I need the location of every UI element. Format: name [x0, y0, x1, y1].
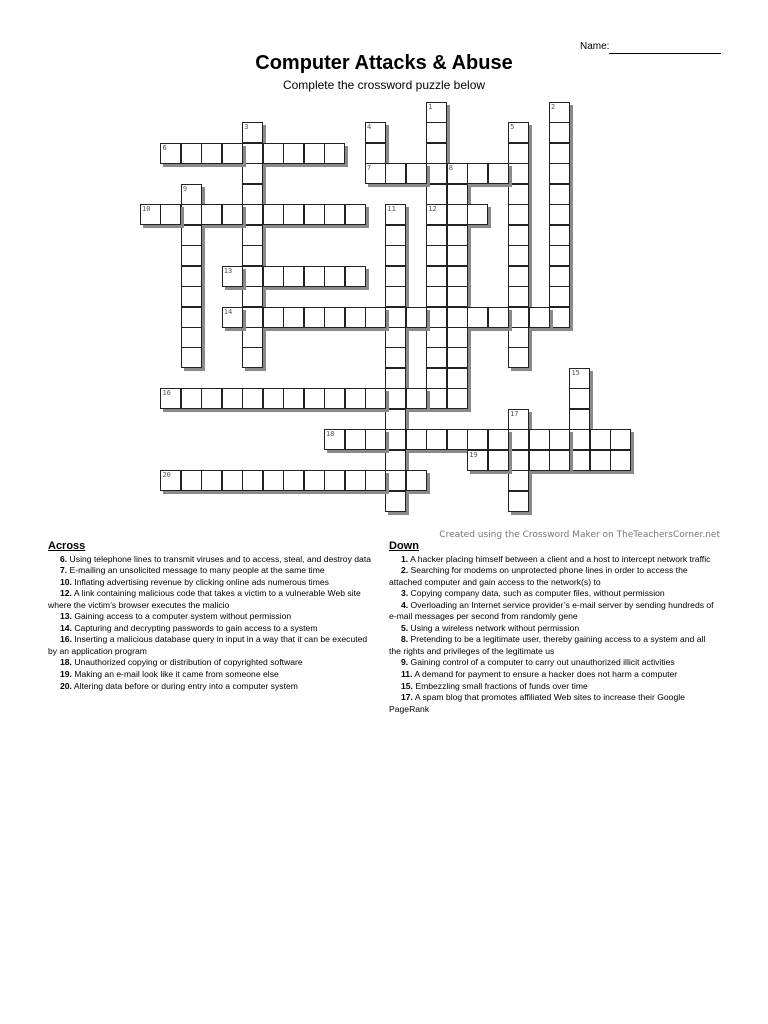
- crossword-cell[interactable]: [181, 184, 202, 205]
- crossword-cell[interactable]: [365, 307, 386, 328]
- crossword-cell[interactable]: [385, 470, 406, 491]
- crossword-cell[interactable]: [181, 143, 202, 164]
- page-subtitle: Complete the crossword puzzle below: [282, 78, 486, 92]
- crossword-cell[interactable]: [385, 204, 406, 225]
- crossword-cell[interactable]: [242, 347, 263, 368]
- crossword-cell[interactable]: [549, 429, 570, 450]
- crossword-cell[interactable]: [304, 307, 325, 328]
- crossword-cell[interactable]: [549, 143, 570, 164]
- crossword-cell[interactable]: [426, 388, 447, 409]
- crossword-cell[interactable]: [488, 163, 509, 184]
- crossword-cell[interactable]: [181, 245, 202, 266]
- crossword-cell[interactable]: [488, 450, 509, 471]
- crossword-cell[interactable]: [426, 245, 447, 266]
- crossword-cell[interactable]: [242, 470, 263, 491]
- crossword-cell[interactable]: [385, 327, 406, 348]
- crossword-cell[interactable]: [324, 204, 345, 225]
- crossword-cell[interactable]: [385, 409, 406, 430]
- crossword-cell[interactable]: [447, 204, 468, 225]
- crossword-cell[interactable]: [140, 204, 161, 225]
- crossword-cell[interactable]: [385, 347, 406, 368]
- clue-text: Embezzling small fractions of funds over time: [412, 680, 588, 691]
- crossword-cell[interactable]: [324, 143, 345, 164]
- cell-number: 5: [510, 123, 515, 132]
- crossword-cell[interactable]: [447, 163, 468, 184]
- crossword-cell[interactable]: [283, 204, 304, 225]
- crossword-cell[interactable]: [222, 470, 243, 491]
- crossword-cell[interactable]: [426, 327, 447, 348]
- down-clue: [389, 623, 719, 635]
- across-clue: [48, 634, 374, 657]
- crossword-cell[interactable]: [488, 429, 509, 450]
- crossword-cell[interactable]: [222, 307, 243, 328]
- crossword-cell[interactable]: [345, 307, 366, 328]
- crossword-cell[interactable]: [201, 143, 222, 164]
- crossword-cell[interactable]: [549, 450, 570, 471]
- clue-text: Altering data before or during entry into a computer system: [71, 680, 298, 691]
- crossword-cell[interactable]: [447, 286, 468, 307]
- clue-text: Inserting a malicious database query in input in a way that it can be executed by an application program: [48, 634, 368, 656]
- clue-number: 4.: [401, 599, 409, 610]
- clue-text: Pretending to be a legitimate user, thereby gaining access to a system and all the rights and privileges of the legitimate us: [389, 634, 706, 656]
- crossword-cell[interactable]: [569, 450, 590, 471]
- clue-text: A link containing malicious code that takes a victim to a vulnerable Web site where the victim’s browser executes the malicio: [48, 588, 361, 610]
- cell-number: 19: [469, 450, 478, 459]
- crossword-cell[interactable]: [181, 347, 202, 368]
- crossword-cell[interactable]: [406, 429, 427, 450]
- crossword-cell[interactable]: [283, 266, 304, 287]
- crossword-cell[interactable]: [242, 286, 263, 307]
- crossword-cell[interactable]: [508, 429, 529, 450]
- crossword-cell[interactable]: [406, 470, 427, 491]
- crossword-cell[interactable]: [181, 307, 202, 328]
- across-clue: [48, 623, 374, 635]
- crossword-cell[interactable]: [467, 204, 488, 225]
- crossword-cell[interactable]: [181, 327, 202, 348]
- crossword-cell[interactable]: [549, 102, 570, 123]
- crossword-cell[interactable]: [242, 204, 263, 225]
- crossword-cell[interactable]: [549, 225, 570, 246]
- clue-text: Capturing and decrypting passwords to gain access to a system: [71, 622, 318, 633]
- crossword-cell[interactable]: [304, 470, 325, 491]
- crossword-cell[interactable]: [345, 470, 366, 491]
- crossword-cell[interactable]: [201, 388, 222, 409]
- crossword-cell[interactable]: [181, 286, 202, 307]
- crossword-cell[interactable]: [283, 470, 304, 491]
- clue-number: 10.: [60, 576, 72, 587]
- cell-number: 15: [571, 368, 580, 377]
- cell-number: 11: [387, 205, 396, 214]
- crossword-cell[interactable]: [263, 204, 284, 225]
- down-clue: [389, 588, 719, 600]
- crossword-cell[interactable]: [508, 245, 529, 266]
- crossword-cell[interactable]: [242, 225, 263, 246]
- crossword-cell[interactable]: [549, 122, 570, 143]
- clue-number: 7.: [60, 565, 68, 576]
- crossword-cell[interactable]: [406, 163, 427, 184]
- crossword-cell[interactable]: [406, 307, 427, 328]
- crossword-cell[interactable]: [590, 450, 611, 471]
- clue-number: 6.: [60, 553, 68, 564]
- cell-number: 2: [551, 103, 556, 111]
- crossword-cell[interactable]: [529, 450, 550, 471]
- crossword-cell[interactable]: [242, 327, 263, 348]
- crossword-cell[interactable]: [569, 429, 590, 450]
- crossword-cell[interactable]: [324, 266, 345, 287]
- crossword-cell[interactable]: [406, 388, 427, 409]
- crossword-cell[interactable]: [447, 368, 468, 389]
- crossword-cell[interactable]: [304, 266, 325, 287]
- clue-number: 15.: [401, 680, 413, 691]
- clue-number: 1.: [401, 553, 409, 564]
- crossword-cell[interactable]: [385, 491, 406, 512]
- crossword-cell[interactable]: [426, 163, 447, 184]
- crossword-cell[interactable]: [447, 245, 468, 266]
- crossword-cell[interactable]: [345, 266, 366, 287]
- crossword-cell[interactable]: [426, 225, 447, 246]
- crossword-cell[interactable]: [549, 163, 570, 184]
- across-clue: [48, 577, 374, 589]
- crossword-cell[interactable]: [385, 225, 406, 246]
- crossword-cell[interactable]: [508, 286, 529, 307]
- cell-number: 12: [428, 205, 437, 214]
- crossword-cell[interactable]: [447, 327, 468, 348]
- crossword-cell[interactable]: [222, 388, 243, 409]
- crossword-cell[interactable]: [549, 184, 570, 205]
- crossword-cell[interactable]: [508, 307, 529, 328]
- clue-number: 2.: [401, 565, 409, 576]
- crossword-cell[interactable]: [242, 163, 263, 184]
- cell-number: 10: [142, 205, 151, 214]
- across-clue: [48, 681, 374, 693]
- crossword-cell[interactable]: [263, 470, 284, 491]
- cell-number: 16: [162, 389, 171, 398]
- crossword-cell[interactable]: [304, 388, 325, 409]
- crossword-cell[interactable]: [324, 429, 345, 450]
- crossword-cell[interactable]: [160, 388, 181, 409]
- crossword-cell[interactable]: [242, 143, 263, 164]
- crossword-cell[interactable]: [160, 143, 181, 164]
- crossword-cell[interactable]: [345, 388, 366, 409]
- crossword-cell[interactable]: [447, 429, 468, 450]
- crossword-cell[interactable]: [569, 409, 590, 430]
- crossword-cell[interactable]: [447, 347, 468, 368]
- across-clue: [48, 588, 374, 611]
- clue-text: Making an e-mail look like it came from someone else: [71, 669, 279, 680]
- crossword-cell[interactable]: [467, 429, 488, 450]
- crossword-cell[interactable]: [508, 327, 529, 348]
- cell-number: 3: [244, 123, 249, 132]
- crossword-cell[interactable]: [181, 388, 202, 409]
- crossword-cell[interactable]: [529, 307, 550, 328]
- crossword-cell[interactable]: [426, 368, 447, 389]
- crossword-cell[interactable]: [426, 102, 447, 123]
- crossword-cell[interactable]: [385, 388, 406, 409]
- crossword-cell[interactable]: [283, 307, 304, 328]
- crossword-cell[interactable]: [569, 368, 590, 389]
- crossword-cell[interactable]: [385, 429, 406, 450]
- cell-number: 7: [366, 164, 372, 173]
- clue-number: 3.: [401, 588, 409, 599]
- crossword-cell[interactable]: [508, 163, 529, 184]
- crossword-cell[interactable]: [365, 163, 386, 184]
- cell-number: 6: [162, 143, 167, 152]
- down-clue: [389, 681, 719, 693]
- crossword-cell[interactable]: [365, 143, 386, 164]
- crossword-cell[interactable]: [222, 204, 243, 225]
- crossword-cell[interactable]: [549, 266, 570, 287]
- crossword-cell[interactable]: [426, 122, 447, 143]
- crossword-cell[interactable]: [508, 122, 529, 143]
- cell-number: 14: [223, 307, 233, 316]
- crossword-cell[interactable]: [426, 429, 447, 450]
- down-clue: [389, 600, 719, 623]
- crossword-cell[interactable]: [263, 307, 284, 328]
- crossword-cell[interactable]: [263, 266, 284, 287]
- cell-number: 4: [366, 123, 372, 132]
- name-label: Name:: [580, 41, 610, 52]
- down-clues: [389, 541, 719, 715]
- crossword-cell[interactable]: [447, 266, 468, 287]
- down-clue: [389, 657, 719, 669]
- crossword-cell[interactable]: [365, 122, 386, 143]
- crossword-cell[interactable]: [345, 204, 366, 225]
- crossword-cell[interactable]: [426, 286, 447, 307]
- crossword-cell[interactable]: [324, 470, 345, 491]
- crossword-cell[interactable]: [160, 470, 181, 491]
- crossword-cell[interactable]: [385, 266, 406, 287]
- clue-text: A hacker placing himself between a client and a host to intercept network traffic: [408, 553, 711, 564]
- crossword-cell[interactable]: [426, 347, 447, 368]
- crossword-cell[interactable]: [181, 225, 202, 246]
- clue-text: Using a wireless network without permission: [408, 622, 580, 633]
- crossword-cell[interactable]: [242, 184, 263, 205]
- crossword-cell[interactable]: [426, 307, 447, 328]
- clue-number: 20.: [60, 680, 72, 691]
- clue-number: 12.: [60, 588, 72, 599]
- down-clue: [389, 669, 719, 681]
- crossword-cell[interactable]: [365, 429, 386, 450]
- down-clue: [389, 554, 719, 566]
- clue-number: 17.: [401, 692, 413, 703]
- crossword-cell[interactable]: [324, 307, 345, 328]
- crossword-cell[interactable]: [569, 388, 590, 409]
- across-clue-list: [48, 554, 374, 693]
- crossword-cell[interactable]: [345, 429, 366, 450]
- across-clue: [48, 611, 374, 623]
- crossword-cell[interactable]: [529, 429, 550, 450]
- crossword-cell[interactable]: [508, 204, 529, 225]
- crossword-cell[interactable]: [324, 388, 345, 409]
- crossword-cell[interactable]: [304, 204, 325, 225]
- crossword-cell[interactable]: [385, 307, 406, 328]
- clue-number: 5.: [401, 622, 409, 633]
- crossword-cell[interactable]: [181, 470, 202, 491]
- crossword-cell[interactable]: [242, 122, 263, 143]
- clue-number: 13.: [60, 611, 72, 622]
- crossword-cell[interactable]: [385, 163, 406, 184]
- crossword-cell[interactable]: [508, 491, 529, 512]
- crossword-cell[interactable]: [447, 388, 468, 409]
- crossword-cell[interactable]: [304, 143, 325, 164]
- clue-number: 9.: [401, 657, 409, 668]
- down-clue: [389, 692, 719, 715]
- clue-text: Gaining control of a computer to carry out unauthorized illicit activities: [408, 657, 675, 668]
- clue-number: 14.: [60, 622, 72, 633]
- crossword-cell[interactable]: [426, 266, 447, 287]
- clue-text: Unauthorized copying or distribution of copyrighted software: [71, 657, 303, 668]
- crossword-cell[interactable]: [508, 266, 529, 287]
- cell-number: 20: [162, 471, 171, 480]
- crossword-cell[interactable]: [508, 225, 529, 246]
- crossword-cell[interactable]: [385, 286, 406, 307]
- crossword-cell[interactable]: [610, 450, 631, 471]
- crossword-cell[interactable]: [283, 388, 304, 409]
- across-clues: [48, 541, 374, 692]
- crossword-cell[interactable]: [385, 450, 406, 471]
- clue-text: A spam blog that promotes affiliated Web sites to increase their Google PageRank: [389, 692, 685, 714]
- crossword-cell[interactable]: [508, 450, 529, 471]
- crossword-cell[interactable]: [242, 307, 263, 328]
- crossword-cell[interactable]: [385, 245, 406, 266]
- crossword-cell[interactable]: [222, 266, 243, 287]
- crossword-cell[interactable]: [242, 266, 263, 287]
- crossword-cell[interactable]: [508, 347, 529, 368]
- crossword-cell[interactable]: [549, 307, 570, 328]
- clue-number: 11.: [401, 669, 413, 680]
- crossword-cell[interactable]: [508, 409, 529, 430]
- crossword-cell[interactable]: [610, 429, 631, 450]
- crossword-cell[interactable]: [385, 368, 406, 389]
- clue-text: Copying company data, such as computer files, without permission: [408, 588, 665, 599]
- crossword-cell[interactable]: [242, 388, 263, 409]
- crossword-cell[interactable]: [447, 225, 468, 246]
- cell-number: 17: [510, 409, 519, 418]
- clue-number: 19.: [60, 669, 72, 680]
- across-clue: [48, 565, 374, 577]
- crossword-cell[interactable]: [242, 245, 263, 266]
- crossword-cell[interactable]: [201, 204, 222, 225]
- clue-text: A demand for payment to ensure a hacker does not harm a computer: [412, 669, 678, 680]
- crossword-cell[interactable]: [263, 388, 284, 409]
- crossword-cell[interactable]: [508, 143, 529, 164]
- across-clue: [48, 657, 374, 669]
- down-heading: Down: [389, 540, 419, 552]
- clue-number: 8.: [401, 634, 409, 645]
- crossword-cell[interactable]: [447, 307, 468, 328]
- crossword-cell[interactable]: [201, 470, 222, 491]
- crossword-cell[interactable]: [426, 184, 447, 205]
- clue-number: 18.: [60, 657, 72, 668]
- clue-text: Searching for modems on unprotected phone lines in order to access the attached computer and gain access to the network(s) to: [389, 565, 688, 587]
- crossword-cell[interactable]: [160, 204, 181, 225]
- clue-text: E-mailing an unsolicited message to many people at the same time: [67, 565, 325, 576]
- crossword-cell[interactable]: [426, 204, 447, 225]
- crossword-cell[interactable]: [181, 204, 202, 225]
- crossword-cell[interactable]: [181, 266, 202, 287]
- crossword-cell[interactable]: [488, 307, 509, 328]
- down-clue: [389, 565, 719, 588]
- crossword-cell[interactable]: [426, 143, 447, 164]
- crossword-cell[interactable]: [222, 143, 243, 164]
- cell-number: 18: [326, 430, 335, 439]
- clue-text: Overloading an Internet service provider’s e-mail server by sending hundreds of e-mail messages per second from randomly gene: [389, 599, 714, 622]
- across-heading: Across: [48, 540, 86, 552]
- crossword-cell[interactable]: [447, 184, 468, 205]
- crossword-cell[interactable]: [549, 245, 570, 266]
- crossword-cell[interactable]: [508, 470, 529, 491]
- across-clue: [48, 669, 374, 681]
- cell-number: 9: [182, 184, 188, 193]
- cell-number: 13: [223, 266, 233, 275]
- crossword-cell[interactable]: [365, 470, 386, 491]
- cell-number: 1: [428, 103, 433, 111]
- crossword-cell[interactable]: [467, 450, 488, 471]
- clue-text: Using telephone lines to transmit viruses and to access, steal, and destroy data: [67, 553, 371, 564]
- crossword-cell[interactable]: [365, 388, 386, 409]
- down-clue: [389, 634, 719, 657]
- crossword-cell[interactable]: [508, 184, 529, 205]
- crossword-cell[interactable]: [467, 163, 488, 184]
- across-clue: [48, 554, 374, 566]
- credit-line: Created using the Crossword Maker on TheTeachersCorner.net: [439, 530, 720, 540]
- crossword-cell[interactable]: [549, 204, 570, 225]
- clue-text: Gaining access to a computer system without permission: [71, 611, 292, 622]
- crossword-cell[interactable]: [263, 143, 284, 164]
- cell-number: 8: [448, 164, 453, 173]
- page-title: Computer Attacks & Abuse: [255, 52, 513, 74]
- clue-number: 16.: [60, 634, 72, 645]
- down-clue-list: [389, 554, 719, 716]
- clue-text: Inflating advertising revenue by clicking online ads numerous times: [71, 576, 329, 587]
- crossword-cell[interactable]: [283, 143, 304, 164]
- crossword-cell[interactable]: [549, 286, 570, 307]
- crossword-cell[interactable]: [590, 429, 611, 450]
- crossword-cell[interactable]: [467, 307, 488, 328]
